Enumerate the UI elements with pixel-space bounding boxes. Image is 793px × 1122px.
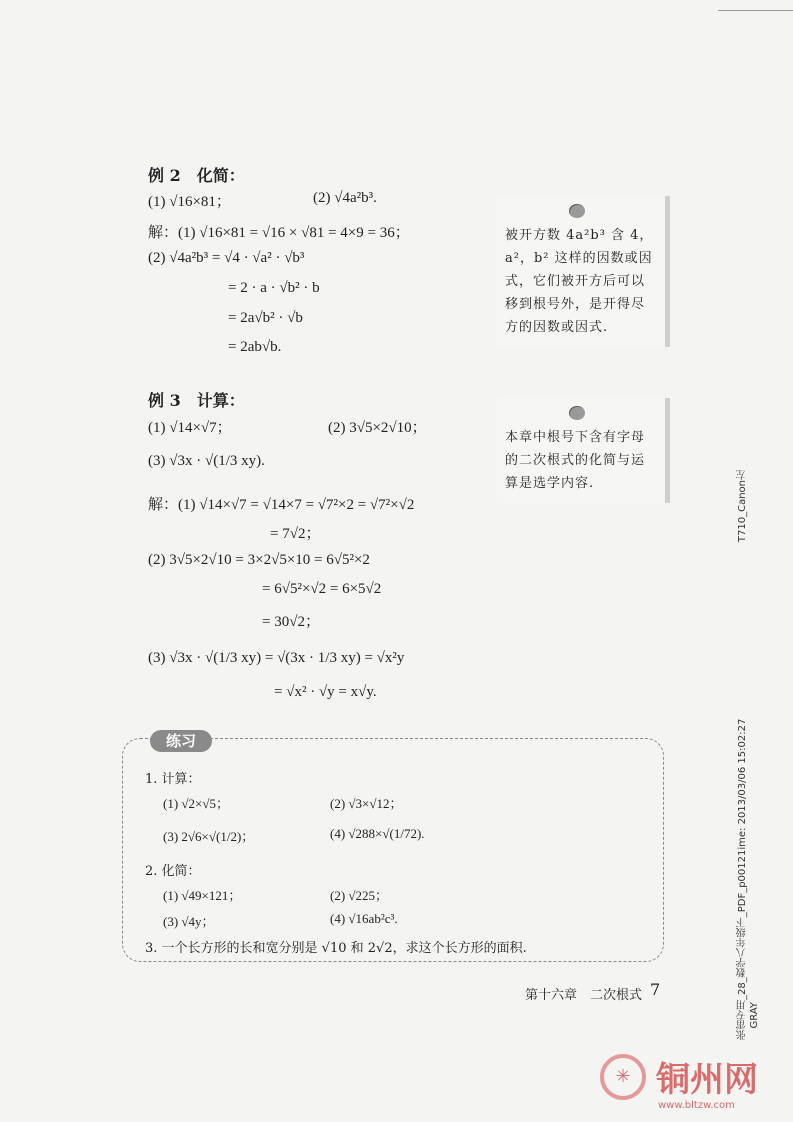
sidebar-note-2 (497, 398, 670, 503)
ex3-question-1: (1) √14×√7； (148, 420, 232, 436)
ex2-solution-2c: = 2a√b² · √b (228, 310, 303, 326)
side-mark-3: GRAY (749, 1002, 760, 1029)
practice-label: 练习 (150, 730, 212, 752)
ex3-solution-3b: = √x² · √y = x√y. (274, 684, 377, 700)
example-3-title: 例 3 计算： (148, 391, 245, 410)
practice-1-2: (2) √3×√12； (330, 796, 403, 811)
pebble-icon (569, 204, 585, 218)
ex2-solution-2b: = 2 · a · √b² · b (228, 280, 320, 296)
example-2-title: 例 2 化简： (148, 166, 245, 185)
ex3-solution-2b: = 6√5²×√2 = 6×5√2 (262, 581, 382, 597)
watermark-logo-icon: ✳ (600, 1054, 646, 1100)
practice-item-3: 3. 一个长方形的长和宽分别是 √10 和 2√2，求这个长方形的面积. (145, 941, 527, 956)
ex3-solution-3a: (3) √3x · √(1/3 xy) = √(3x · 1/3 xy) = √x²y (148, 650, 405, 666)
ex2-solution-2a: (2) √4a²b³ = √4 · √a² · √b³ (148, 250, 305, 266)
ex2-question-1: (1) √16×81； (148, 194, 231, 210)
practice-2-1: (1) √49×121； (163, 888, 242, 903)
ex3-solution-2c: = 30√2； (262, 614, 320, 630)
ex2-question-2: (2) √4a²b³. (313, 190, 377, 206)
sidebar-note-1 (497, 196, 670, 347)
ex3-question-3: (3) √3x · √(1/3 xy). (148, 453, 265, 469)
practice-item-2: 2. 化简： (145, 864, 201, 879)
chapter-footer: 第十六章 二次根式 (525, 988, 643, 1003)
pebble-icon (569, 406, 585, 420)
watermark-name: 铜州网 (656, 1060, 758, 1100)
sidebar-note-2-text: 本章中根号下含有字母的二次根式的化简与运算是选学内容. (505, 430, 646, 491)
corner-mark (718, 0, 793, 11)
watermark-url: www.bltzw.com (658, 1100, 735, 1111)
ex2-solution-2d: = 2ab√b. (228, 339, 282, 355)
practice-1-1: (1) √2×√5； (163, 796, 230, 811)
side-mark-2: 张雷专用_28_数学八年级下_PDF_p00121ime: 2013/03/06 15:02:27 (737, 718, 748, 1040)
ex3-question-2: (2) 3√5×2√10； (328, 420, 427, 436)
practice-1-3: (3) 2√6×√(1/2)； (163, 829, 255, 844)
practice-1-4: (4) √288×√(1/72). (330, 826, 425, 841)
watermark (600, 1052, 758, 1101)
practice-2-4: (4) √16ab²c³. (330, 911, 398, 926)
sidebar-note-1-text: 被开方数 4a²b³ 含 4，a²，b² 这样的因数或因式，它们被开方后可以移到根号外，是开得尽方的因数或因式. (505, 228, 654, 335)
ex3-solution-2a: (2) 3√5×2√10 = 3×2√5×10 = 6√5²×2 (148, 552, 370, 568)
page-number: 7 (650, 980, 661, 999)
practice-2-3: (3) √4y； (163, 914, 215, 929)
ex3-solution-1b: = 7√2； (270, 526, 321, 542)
ex2-solution-1: 解：(1) √16×81 = √16 × √81 = 4×9 = 36； (148, 225, 410, 241)
side-mark-1: T710_Canon左 (737, 470, 748, 543)
practice-item-1: 1. 计算： (145, 772, 201, 787)
practice-2-2: (2) √225； (330, 888, 389, 903)
ex3-solution-1a: 解：(1) √14×√7 = √14×7 = √7²×2 = √7²×√2 (148, 497, 415, 513)
